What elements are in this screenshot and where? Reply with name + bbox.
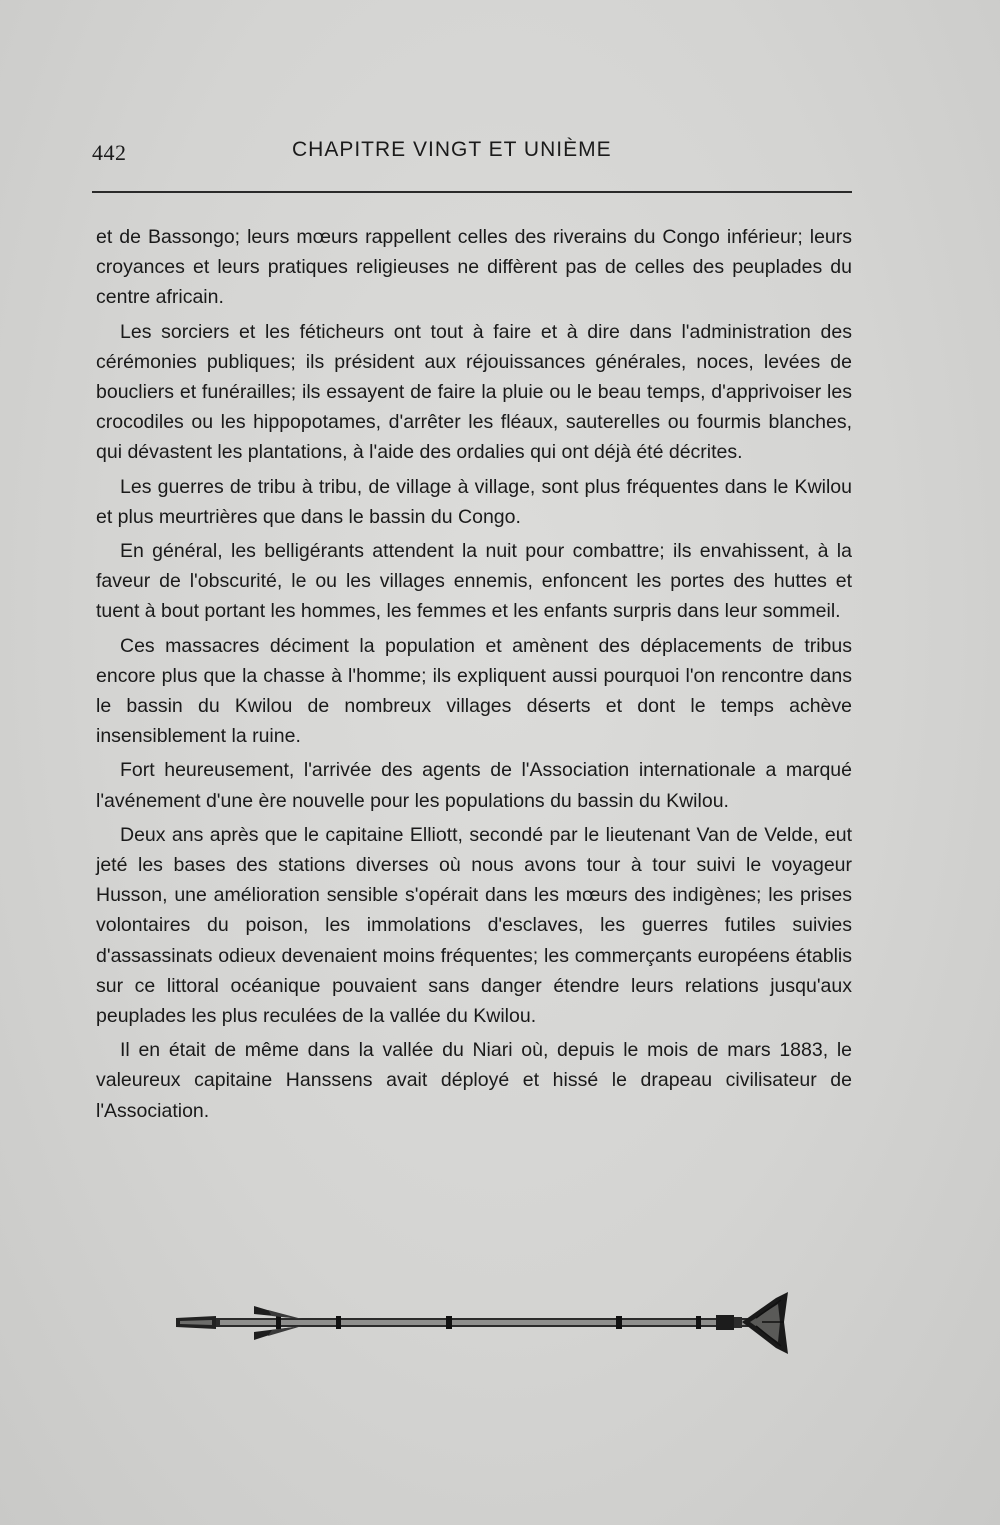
paragraph-4: En général, les belligérants attendent la nuit pour combattre; ils envahissent, à la faveur de l'obscurité, le ou les villages ennemis, enfoncent les portes des huttes et tuent à bout portant les hommes, les femmes et les enfants surpris dans leur sommeil.: [96, 540, 852, 623]
body-text: [96, 222, 852, 1130]
paragraph-8: Il en était de même dans la vallée du Niari où, depuis le mois de mars 1883, le valeureux capitaine Hanssens avait déployé et hissé le drapeau civilisateur de l'Association.: [96, 1039, 852, 1122]
page-header: [92, 136, 852, 170]
page-number: 442: [92, 140, 127, 165]
header-rule: [92, 191, 852, 193]
paragraph-7: Deux ans après que le capitaine Elliott, secondé par le lieutenant Van de Velde, eut jeté les bases des stations diverses où nous avons tour à tour suivi le voyageur Husson, une amélioration sensible s'opérait dans les mœurs des indigènes; les prises volontaires du poison, les immolations d'esclaves, les guerres futiles suivies d'assassinats odieux devenaient moins fréquentes; les commerçants européens établis sur ce littoral océanique pouvaient sans danger étendre leurs relations jusqu'aux peuplades les plus reculées de la vallée du Kwilou.: [96, 823, 852, 1028]
running-head: CHAPITRE VINGT ET UNIÈME: [292, 138, 612, 161]
spear-arrow-icon: [176, 1288, 796, 1358]
paragraph-6: Fort heureusement, l'arrivée des agents de l'Association internationale a marqué l'avénement d'une ère nouvelle pour les populations du bassin du Kwilou.: [96, 759, 852, 812]
paragraph-2: Les sorciers et les féticheurs ont tout à faire et à dire dans l'administration des cérémonies publiques; ils président aux réjouissances générales, noces, levées de boucliers et funérailles; ils essayent de faire la pluie ou le beau temps, d'apprivoiser les crocodiles ou les hippopotames, d'arrêter les fléaux, sauterelles ou fourmis blanches, qui dévastent les plantations, à l'aide des ordalies qui ont déjà été décrites.: [96, 320, 852, 464]
paragraph-3: Les guerres de tribu à tribu, de village à village, sont plus fréquentes dans le Kwilou et plus meurtrières que dans le bassin du Congo.: [96, 475, 852, 528]
paragraph-5: Ces massacres déciment la population et amènent des déplacements de tribus encore plus que la chasse à l'homme; ils expliquent aussi pourquoi l'on rencontre dans le bassin du Kwilou de nombreux villages déserts et dont le temps achève insensiblement la ruine.: [96, 634, 852, 748]
paragraph-1: et de Bassongo; leurs mœurs rappellent celles des riverains du Congo inférieur; leurs croyances et leurs pratiques religieuses ne diffèrent pas de celles des peuplades du centre africain.: [96, 226, 852, 309]
